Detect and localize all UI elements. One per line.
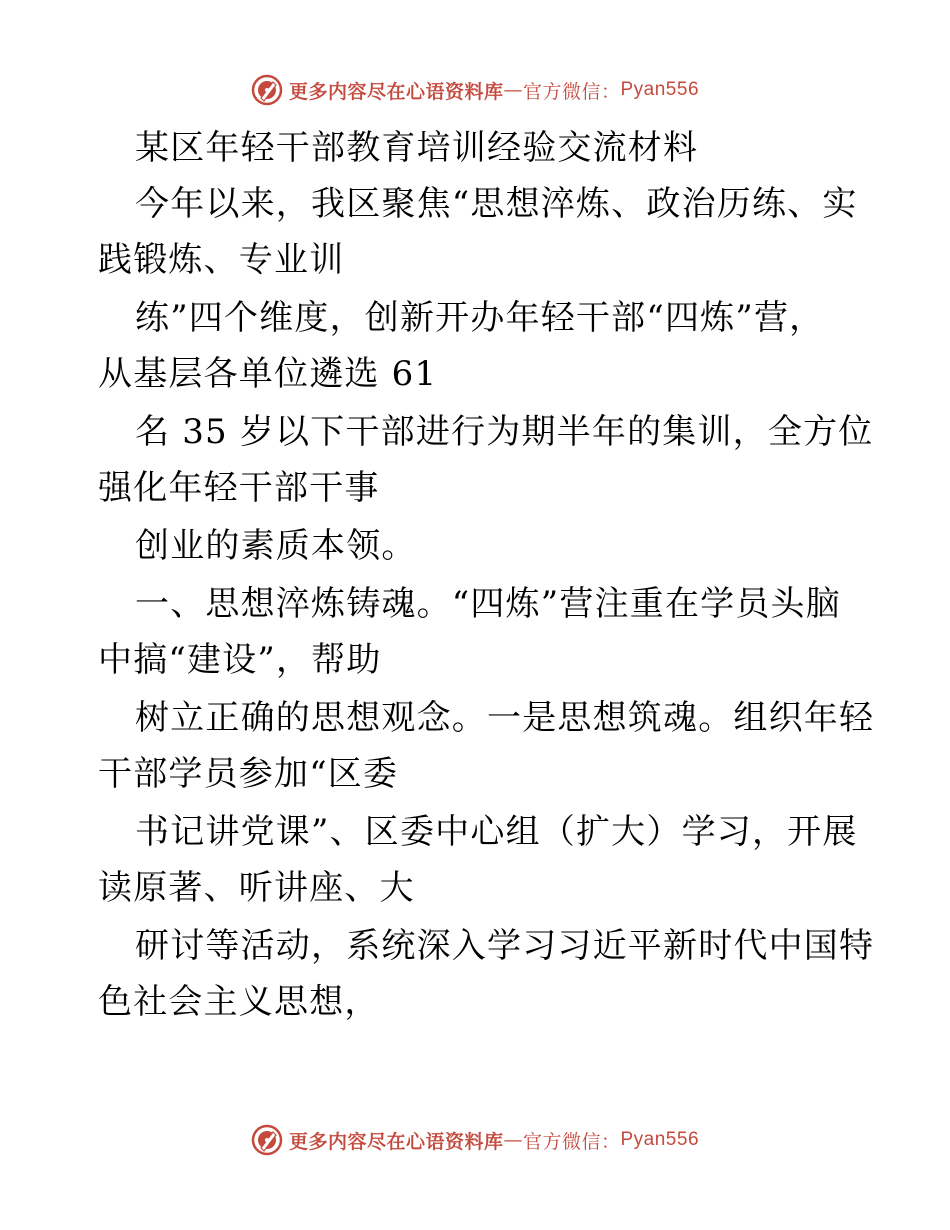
text-line: 名 35 岁以下干部进行为期半年的集训，全方位 bbox=[135, 412, 874, 452]
banner-account: Pyan556 bbox=[620, 1129, 700, 1150]
document-title: 某区年轻干部教育培训经验交流材料 bbox=[135, 128, 699, 168]
text-line: 中搞“建设”，帮助 bbox=[98, 640, 382, 680]
text-line: 研讨等活动，系统深入学习习近平新时代中国特 bbox=[135, 926, 875, 966]
text-line: 践锻炼、专业训 bbox=[98, 240, 345, 280]
text-line: 干部学员参加“区委 bbox=[98, 754, 399, 794]
header-banner bbox=[0, 72, 950, 108]
banner-brand: 更多内容尽在心语资料库 bbox=[288, 80, 504, 103]
text-line: 从基层各单位遴选 61 bbox=[98, 354, 438, 394]
text-line: 创业的素质本领。 bbox=[135, 526, 417, 566]
text-line: 树立正确的思想观念。一是思想筑魂。组织年轻 bbox=[135, 698, 875, 738]
pen-logo-icon bbox=[251, 74, 283, 106]
section-heading-line: 一、思想淬炼铸魂。“四炼”营注重在学员头脑 bbox=[135, 584, 841, 624]
text-line: 练”四个维度，创新开办年轻干部“四炼”营， bbox=[135, 298, 825, 338]
banner-account: Pyan556 bbox=[620, 79, 700, 100]
footer-banner bbox=[0, 1122, 950, 1158]
pen-logo-icon bbox=[251, 1124, 283, 1156]
banner-brand: 更多内容尽在心语资料库 bbox=[288, 1130, 504, 1153]
banner-wechat-label: 官方微信： bbox=[522, 1130, 621, 1153]
text-line: 读原著、听讲座、大 bbox=[98, 868, 415, 908]
banner-wechat-label: 官方微信： bbox=[522, 80, 621, 103]
banner-dash: — bbox=[503, 79, 523, 101]
text-line: 今年以来，我区聚焦“思想淬炼、政治历练、实 bbox=[135, 184, 858, 224]
text-line: 书记讲党课”、区委中心组（扩大）学习，开展 bbox=[135, 812, 858, 852]
text-line: 强化年轻干部干事 bbox=[98, 468, 380, 508]
banner-dash: — bbox=[503, 1129, 523, 1151]
text-line: 色社会主义思想， bbox=[98, 982, 380, 1022]
